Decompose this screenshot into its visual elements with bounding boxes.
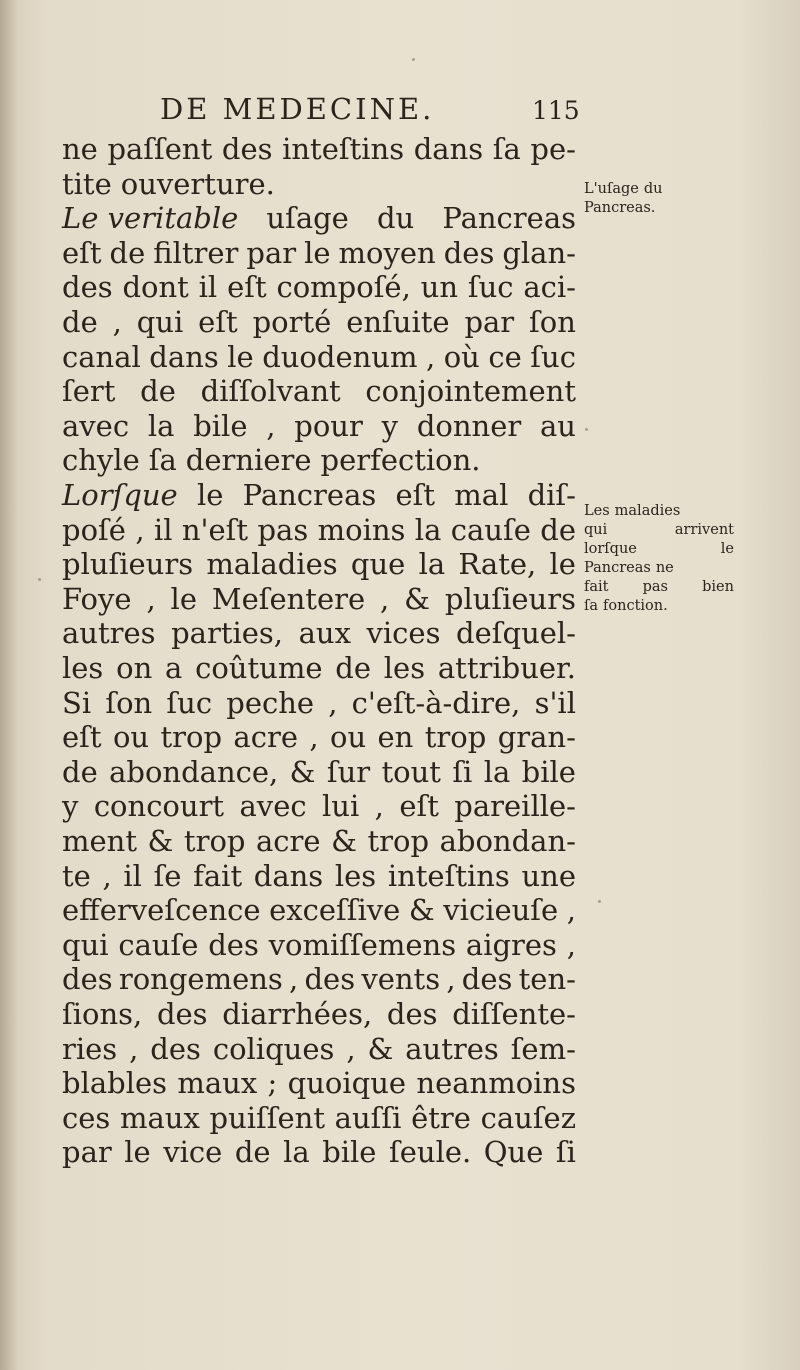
text-line: efferveſcence exceſſive & vicieuſe , [62,893,576,928]
text-line: ment & trop acre & trop abondan- [62,824,576,858]
text-line: de abondance, & ſur tout ſi la bile [62,754,576,789]
running-head [160,92,580,132]
text-line: poſé , il n'eſt pas moins la cauſe de [62,512,576,547]
margin-note-line: ſa fonction. [584,598,668,614]
text-line: tite ouverture. [62,166,275,201]
text-line: autres parties, aux vices deſquel- [62,616,576,651]
paper-speck [598,900,601,903]
margin-note-line: lorſque le [584,541,734,557]
margin-note-line: Pancreas. [584,200,656,216]
paper-speck [38,578,41,581]
text-line: ne paſſent des inteſtins dans ſa pe- [62,132,576,166]
text-line: Foye , le Meſentere , & pluſieurs [62,581,576,616]
page-number: 115 [532,96,580,125]
text-line: des rongemens , des vents , des ten- [62,962,576,997]
text-line: eſt de filtrer par le moyen des glan- [62,235,576,270]
paper-speck [585,428,588,431]
paper-speck [412,58,415,61]
margin-note-line: fait pas bien [584,579,734,595]
italic-lead: Le veritable [62,201,239,236]
text-line: qui cauſe des vomiſſemens aigres , [62,927,576,962]
italic-lead: Lorſque [62,478,178,512]
margin-note-line: Les maladies [584,503,681,519]
margin-note-line: Pancreas ne [584,560,674,576]
text-line: de , qui eſt porté enſuite par ſon [62,305,576,339]
text-line: ries , des coliques , & autres ſem- [62,1031,576,1066]
text-line: par le vice de la bile ſeule. Que ſi [62,1135,576,1170]
text-line: des dont il eſt compoſé, un ſuc aci- [62,270,576,305]
text-line: ſert de diſſolvant conjointement [62,374,576,409]
text-line: canal dans le duodenum , où ce ſuc [62,339,576,374]
text-line: blables maux ; quoique neanmoins [62,1066,576,1101]
text-line: chyle ſa derniere perfection. [62,443,481,478]
text-line: Lorſque le Pancreas eſt mal diſ- [62,478,576,512]
text-line: Le veritable uſage du Pancreas [62,201,576,236]
text-line: pluſieurs maladies que la Rate, le [62,547,576,582]
text-line: ces maux puiſſent auſſi être cauſez [62,1100,576,1135]
text-line: Si ſon ſuc peche , c'eſt-à-dire, s'il [62,685,576,720]
running-title: DE MEDECINE. [160,92,435,126]
text-line: les on a coûtume de les attribuer. [62,651,576,685]
gutter-shadow [0,0,18,1370]
margin-note-line: qui arrivent [584,522,734,538]
text-line: y concourt avec lui , eſt pareille- [62,789,576,824]
text-line: te , il ſe fait dans les inteſtins une [62,858,576,893]
margin-note-line: L'uſage du [584,181,663,197]
text-line: eſt ou trop acre , ou en trop gran- [62,720,576,755]
text-line: ſions, des diarrhées, des diſſente- [62,997,576,1031]
text-line: avec la bile , pour y donner au [62,408,576,443]
